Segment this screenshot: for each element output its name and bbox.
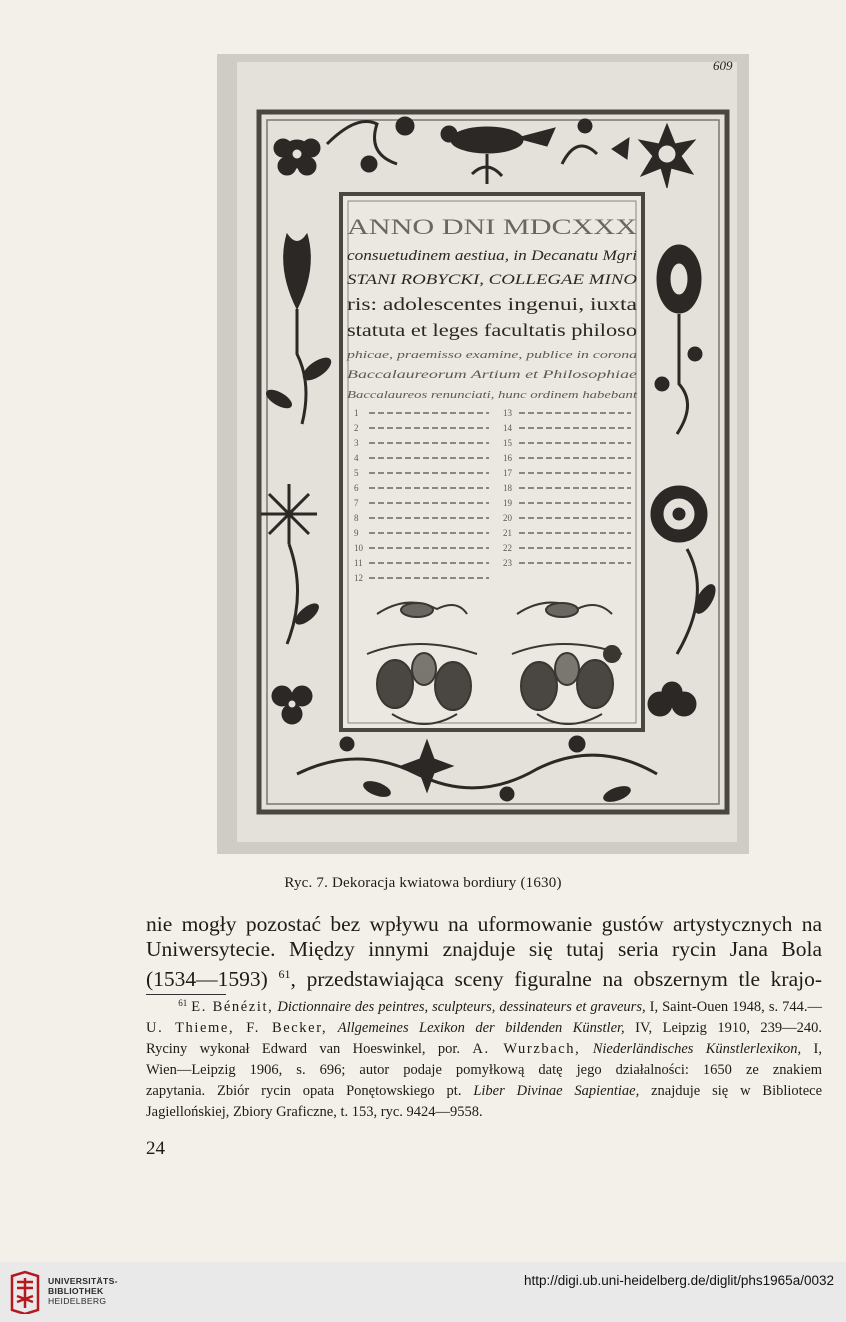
body-line: nie mogły pozostać bez wpływu na uformowanie gustów artystycznych na	[146, 912, 822, 936]
student-number: 16	[503, 453, 512, 463]
footnote-line: zapytania. Zbiór rycin opata Ponętowskiego pt. Liber Divinae Sapientiae, znajduje się w Bibliotece	[146, 1083, 823, 1099]
footnote-line: Jagiellońskiej, Zbiory Graficzne, t. 153, ryc. 9424—9558.	[146, 1104, 483, 1120]
footnote-number: 61	[178, 998, 188, 1008]
student-number: 22	[503, 543, 512, 553]
student-number: 18	[503, 483, 512, 493]
student-number: 14	[503, 423, 512, 433]
student-number: 20	[503, 513, 512, 523]
student-number: 10	[354, 543, 363, 553]
library-logo-icon[interactable]	[8, 1270, 42, 1314]
footnote-line: U. Thieme, F. Becker, Allgemeines Lexikon der bildenden Künstler, IV, Leipzig 1910, 239—240.	[146, 1020, 823, 1036]
student-number: 17	[503, 468, 512, 478]
inscription-line: STANI ROBYCKI, COLLEGAE MINO	[347, 272, 638, 288]
student-number: 1	[354, 408, 359, 418]
figure-caption: Ryc. 7. Dekoracja kwiatowa bordiury (1630)	[284, 875, 562, 891]
inscription-line: phicae, praemisso examine, publice in corona	[345, 349, 638, 361]
student-number: 3	[354, 438, 359, 448]
student-number: 6	[354, 483, 359, 493]
inscription-line: consuetudinem aestiua, in Decanatu Mgri	[347, 248, 637, 264]
inscription-line: statuta et leges facultatis philoso	[347, 320, 637, 340]
manuscript-photograph	[217, 54, 749, 854]
footer-bar	[0, 1262, 846, 1322]
inscription-line: Baccalaureos renunciati, hunc ordinem habebant	[347, 389, 639, 401]
student-number: 5	[354, 468, 359, 478]
folio-mark: 609	[713, 58, 733, 73]
inscription-line: ris: adolescentes ingenui, iuxta	[347, 294, 637, 314]
student-number: 7	[354, 498, 359, 508]
student-number: 4	[354, 453, 359, 463]
footnote-line: Wien—Leipzig 1906, s. 696; autor podaje pomyłkową datę jego działalności: 1650 ze znakiem	[146, 1062, 822, 1078]
student-number: 19	[503, 498, 512, 508]
student-number: 8	[354, 513, 359, 523]
inscription-line: ANNO DNI MDCXXX	[347, 214, 638, 239]
student-number: 13	[503, 408, 512, 418]
footnote-reference[interactable]: 61	[278, 967, 291, 981]
footnote-line: Ryciny wykonał Edward van Hoeswinkel, por. A. Wurzbach, Niederländisches Künstlerlexikon, I,	[146, 1041, 822, 1057]
library-name: UNIVERSITÄTS- BIBLIOTHEK HEIDELBERG	[48, 1276, 118, 1306]
body-paragraph	[146, 912, 822, 992]
inscription-line: Baccalaureorum Artium et Philosophiae	[347, 367, 638, 381]
student-number: 23	[503, 558, 512, 568]
source-url-link[interactable]: http://digi.ub.uni-heidelberg.de/diglit/phs1965a/0032	[524, 1273, 834, 1288]
page-number: 24	[146, 1138, 165, 1159]
student-number: 2	[354, 423, 359, 433]
student-number: 9	[354, 528, 359, 538]
body-line: (1534—1593) $^{61}$, przedstawiająca sceny figuralne na obszernym tle krajo-	[146, 967, 823, 991]
student-number: 21	[503, 528, 512, 538]
student-number: 11	[354, 558, 363, 568]
student-number: 12	[354, 573, 363, 583]
footnote-61	[146, 993, 822, 1123]
body-line: Uniwersytecie. Między innymi znajduje się tutaj seria rycin Jana Bola	[146, 937, 822, 961]
footnote-line: $^{61}$ E. Bénézit, Dictionnaire des peintres, sculpteurs, dessinateurs et graveurs, I, Saint-Ouen 1948, s. 744.—	[178, 998, 823, 1015]
student-number: 15	[503, 438, 512, 448]
